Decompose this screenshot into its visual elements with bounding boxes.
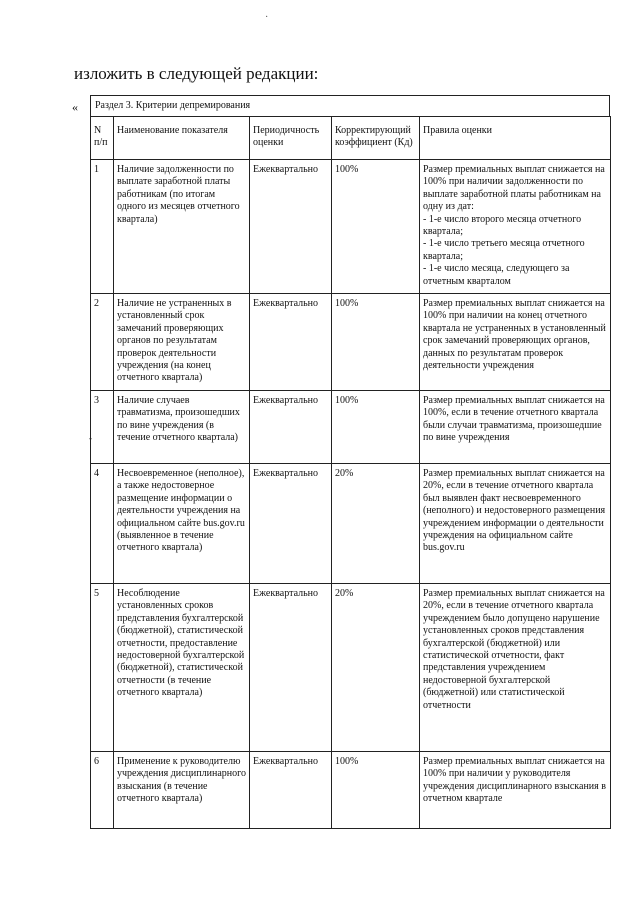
section-title: Раздел 3. Критерии депремирования (90, 95, 610, 116)
row-coefficient: 100% (332, 160, 420, 294)
row-number: 6 (91, 752, 114, 829)
row-name: Применение к руководителю учреждения дисциплинарного взыскания (в течение отчетного квартала) (114, 752, 250, 829)
row-number: 4 (91, 464, 114, 584)
table-row (91, 160, 611, 294)
row-rules: Размер премиальных выплат снижается на 100% при наличии у руководителя учреждения дисциплинарного взыскания в отчетном квартале (420, 752, 611, 829)
row-rules: Размер премиальных выплат снижается на 100% при наличии задолженности по выплате заработной платы работникам на одну из дат: - 1-е число второго месяца отчетного квартала; - 1-е число третьего месяца отчетного квартала; - 1-е число месяца, следующего за отчетным кварталом (420, 160, 611, 294)
row-periodicity: Ежеквартально (250, 752, 332, 829)
scan-dot: · (265, 12, 269, 23)
intro-text: изложить в следующей редакции: (74, 64, 319, 83)
table-row (91, 391, 611, 464)
criteria-table (90, 116, 611, 829)
row-coefficient: 100% (332, 391, 420, 464)
row-periodicity: Ежеквартально (250, 584, 332, 752)
row-name: Наличие случаев травматизма, произошедших по вине учреждения (в течение отчетного квартала) (114, 391, 250, 464)
row-coefficient: 20% (332, 464, 420, 584)
row-coefficient: 100% (332, 294, 420, 391)
row-name: Несоблюдение установленных сроков представления бухгалтерской (бюджетной), статистической отчетности, предоставление недостоверной бухгалтерской (бюджетной), статистической отчетности (в течение отчетного квартала) (114, 584, 250, 752)
row-number: 1 (91, 160, 114, 294)
row-coefficient: 20% (332, 584, 420, 752)
row-name: Наличие не устраненных в установленный срок замечаний проверяющих органов по результатам проверок деятельности учреждения (на конец отчетного квартала) (114, 294, 250, 391)
header-periodicity: Периодичность оценки (250, 117, 332, 160)
row-coefficient: 100% (332, 752, 420, 829)
row-number: 2 (91, 294, 114, 391)
header-rules: Правила оценки (420, 117, 611, 160)
row-rules: Размер премиальных выплат снижается на 100% при наличии на конец отчетного квартала не устраненных в установленный срок замечаний проверяющих органов, данных по результатам проверок деятельности учреждения (420, 294, 611, 391)
row-number: 5 (91, 584, 114, 752)
row-periodicity: Ежеквартально (250, 294, 332, 391)
row-periodicity: Ежеквартально (250, 464, 332, 584)
row-rules: Размер премиальных выплат снижается на 20%, если в течение отчетного квартала учреждением было допущено нарушение установленных сроков представления бухгалтерской (бюджетной) или статистической отчетности, факт представления учреждением недостоверной бухгалтерской (бюджетной) или статистической отчетности (420, 584, 611, 752)
table-header-row (91, 117, 611, 160)
table-row (91, 752, 611, 829)
row-periodicity: Ежеквартально (250, 160, 332, 294)
row-periodicity: Ежеквартально (250, 391, 332, 464)
margin-mark: - (89, 433, 92, 443)
row-rules: Размер премиальных выплат снижается на 20%, если в течение отчетного квартала был выявлен факт несвоевременного (неполного) и недостоверного размещения учреждением информации о деятельности учреждения на официальном сайте bus.gov.ru (420, 464, 611, 584)
row-name: Наличие задолженности по выплате заработной платы работникам (по итогам одного из месяцев отчетного квартала) (114, 160, 250, 294)
table-row (91, 584, 611, 752)
row-rules: Размер премиальных выплат снижается на 100%, если в течение отчетного квартала были случаи травматизма, произошедшие по вине учреждения (420, 391, 611, 464)
opening-quote-mark: « (72, 100, 78, 114)
header-name: Наименование показателя (114, 117, 250, 160)
header-number: N п/п (91, 117, 114, 160)
row-number: 3 (91, 391, 114, 464)
row-name: Несвоевременное (неполное), а также недостоверное размещение информации о деятельности учреждения на официальном сайте bus.gov.ru (выявленное в течение отчетного квартала) (114, 464, 250, 584)
header-coefficient: Корректирующий коэффициент (Кд) (332, 117, 420, 160)
table-row (91, 294, 611, 391)
table-row (91, 464, 611, 584)
